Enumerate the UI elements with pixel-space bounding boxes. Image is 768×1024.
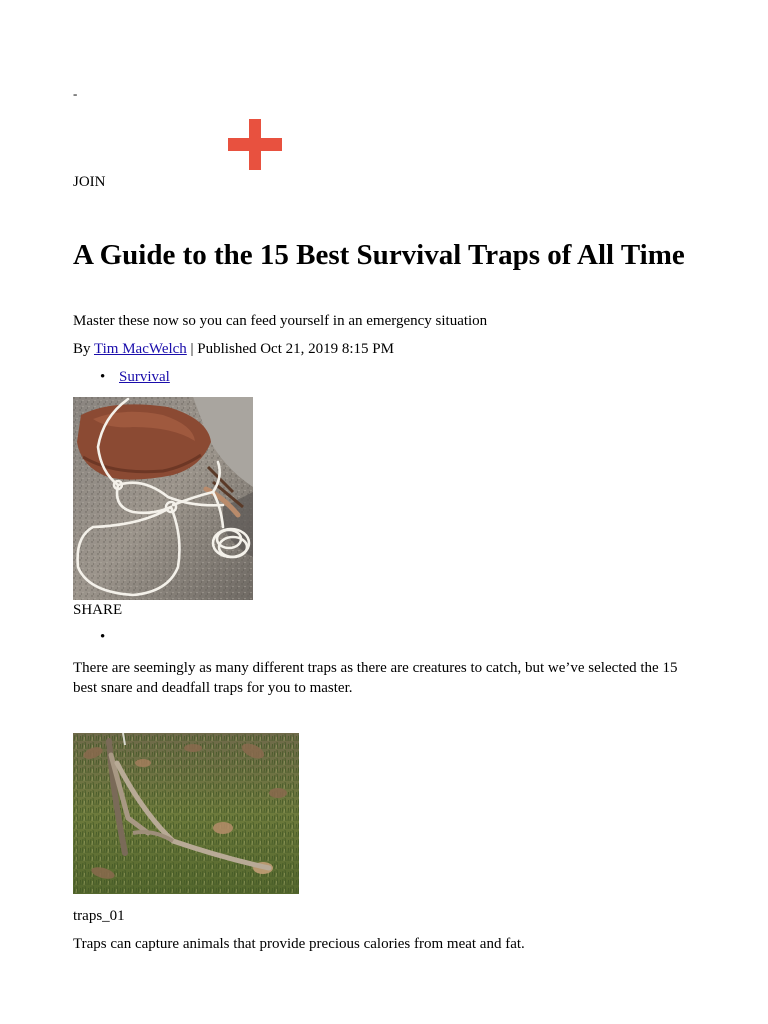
- header-dash: -: [73, 86, 78, 101]
- intro-paragraph: There are seemingly as many different traps as there are creatures to catch, but we’ve selected the 15 best snare and deadfall traps for you to master.: [73, 660, 678, 696]
- article-title: A Guide to the 15 Best Survival Traps of All Time: [73, 239, 685, 271]
- body-paragraph: Traps can capture animals that provide precious calories from meat and fat.: [73, 936, 525, 952]
- share-label: SHARE: [73, 602, 123, 618]
- tag-survival-link[interactable]: Survival: [119, 369, 170, 385]
- byline-prefix: By: [73, 341, 94, 357]
- article-subtitle: Master these now so you can feed yourself in an emergency situation: [73, 313, 488, 329]
- image-caption: traps_01: [73, 908, 125, 924]
- join-link[interactable]: JOIN: [73, 174, 106, 190]
- plus-icon[interactable]: [228, 119, 282, 170]
- tag-bullet: •: [100, 369, 106, 385]
- share-bullet: •: [100, 629, 106, 645]
- plus-icon-horizontal-bar: [228, 138, 282, 151]
- trap-image-traps-01: [73, 733, 299, 894]
- lead-image-rope-snare: [73, 397, 253, 600]
- publish-date: | Published Oct 21, 2019 8:15 PM: [186, 341, 394, 357]
- author-link[interactable]: Tim MacWelch: [93, 341, 187, 357]
- byline: [73, 340, 394, 358]
